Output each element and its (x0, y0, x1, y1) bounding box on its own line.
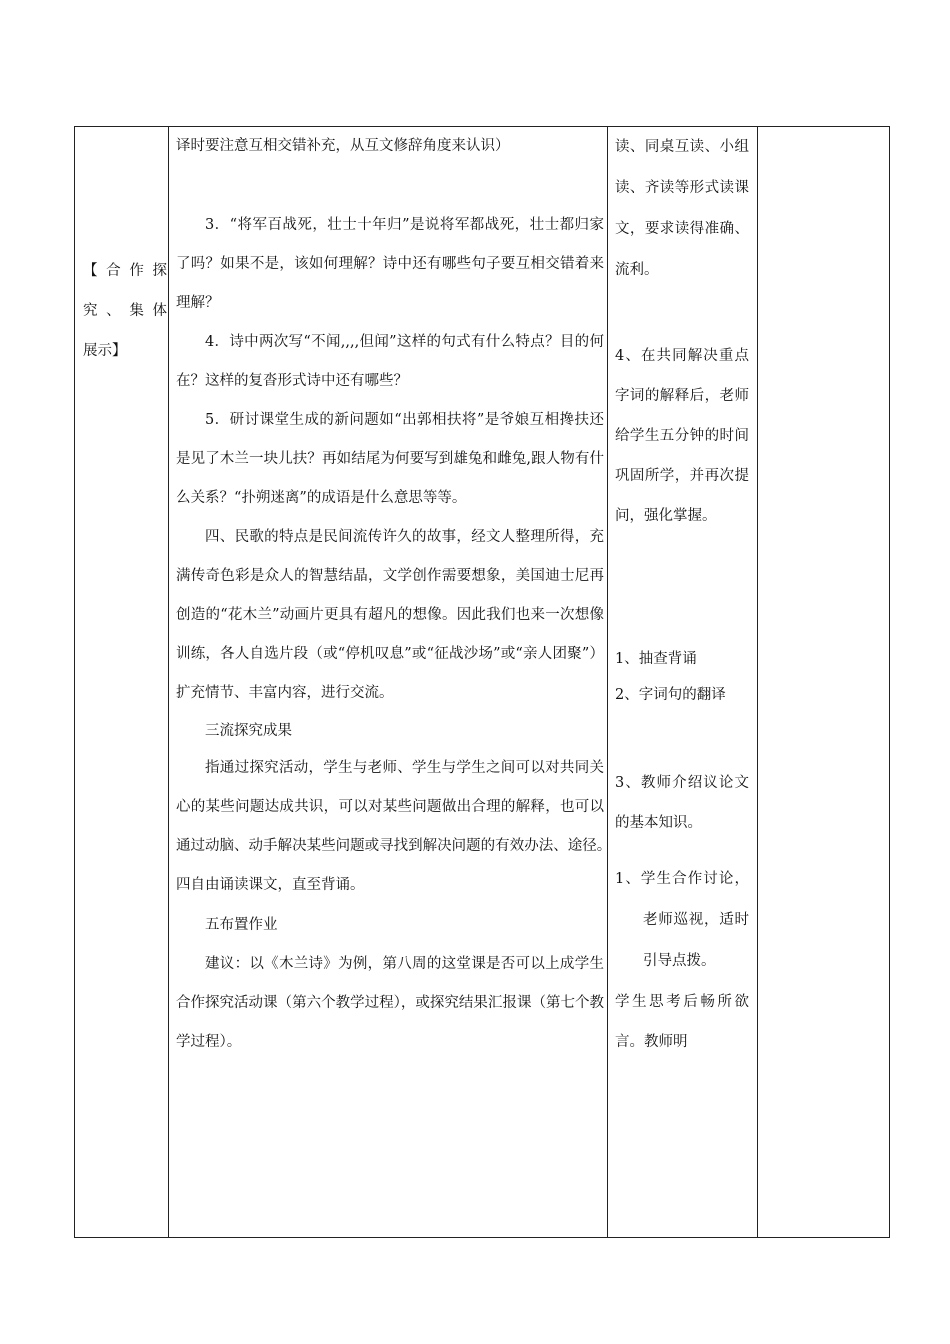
content-line: 译时要注意互相交错补充，从互文修辞角度来认识） (176, 138, 510, 154)
row-label-line: 究、集体 (83, 303, 167, 319)
column-divider (607, 127, 608, 1237)
activity-item: 2、字词句的翻译 (615, 687, 726, 703)
activity-text: 1、学生合作讨论，老师巡视，适时引导点拨。 (615, 871, 749, 969)
activity-text: 3、教师介绍议论文的基本知识。 (615, 775, 749, 831)
paragraph-five: 建议：以《木兰诗》为例，第八周的这堂课是否可以上成学生合作探究活动课（第六个教学过程），或探究结果汇报课（第七个教学过程）。 (176, 956, 604, 1050)
section-heading: 三流探究成果 (205, 723, 292, 739)
row-label-line: 展示】 (83, 343, 127, 359)
column-divider (757, 127, 758, 1237)
question-3: 3．“将军百战死，壮士十年归”是说将军都战死，壮士都归家了吗？如果不是，该如何理解？诗中还有哪些句子要互相交错着来理解？ (176, 217, 604, 311)
column-divider (168, 127, 169, 1237)
section-heading: 五布置作业 (205, 917, 278, 933)
activity-text: 学生思考后畅所欲言。教师明 (615, 994, 749, 1050)
question-4: 4．诗中两次写“不闻,,,,但闻”这样的句式有什么特点？目的何在？这样的复沓形式诗中还有哪些？ (176, 334, 604, 389)
activity-text: 4、在共同解决重点字词的解释后，老师给学生五分钟的时间巩固所学，并再次提问，强化掌握。 (615, 348, 749, 524)
activity-item: 1、抽查背诵 (615, 651, 697, 667)
lesson-table (74, 126, 890, 1238)
paragraph-three: 指通过探究活动，学生与老师、学生与学生之间可以对共同关心的某些问题达成共识，可以对某些问题做出合理的解释，也可以通过动脑、动手解决某些问题或寻找到解决问题的有效办法、途径。 四自由诵读课文，直至背诵。 (176, 760, 619, 893)
paragraph-four: 四、民歌的特点是民间流传许久的故事，经文人整理所得，充满传奇色彩是众人的智慧结晶，文学创作需要想象，美国迪士尼再创造的“花木兰”动画片更具有超凡的想像。因此我们也来一次想像训练，各人自选片段（或“停机叹息”或“征战沙场”或“亲人团聚”）扩充情节、丰富内容，进行交流。 (176, 529, 604, 701)
activity-cell (615, 127, 749, 1062)
question-5: 5．研讨课堂生成的新问题如“出郭相扶将”是爷娘互相搀扶还是见了木兰一块儿扶？再如结尾为何要写到雄兔和雌兔,跟人物有什么关系？“扑朔迷离”的成语是什么意思等等。 (176, 412, 604, 506)
activity-text: 读、同桌互读、小组读、齐读等形式读课文，要求读得准确、流利。 (615, 139, 749, 278)
row-label-cell (83, 251, 167, 371)
row-label-line: 【合作探 (83, 263, 167, 279)
content-cell (176, 127, 619, 1062)
